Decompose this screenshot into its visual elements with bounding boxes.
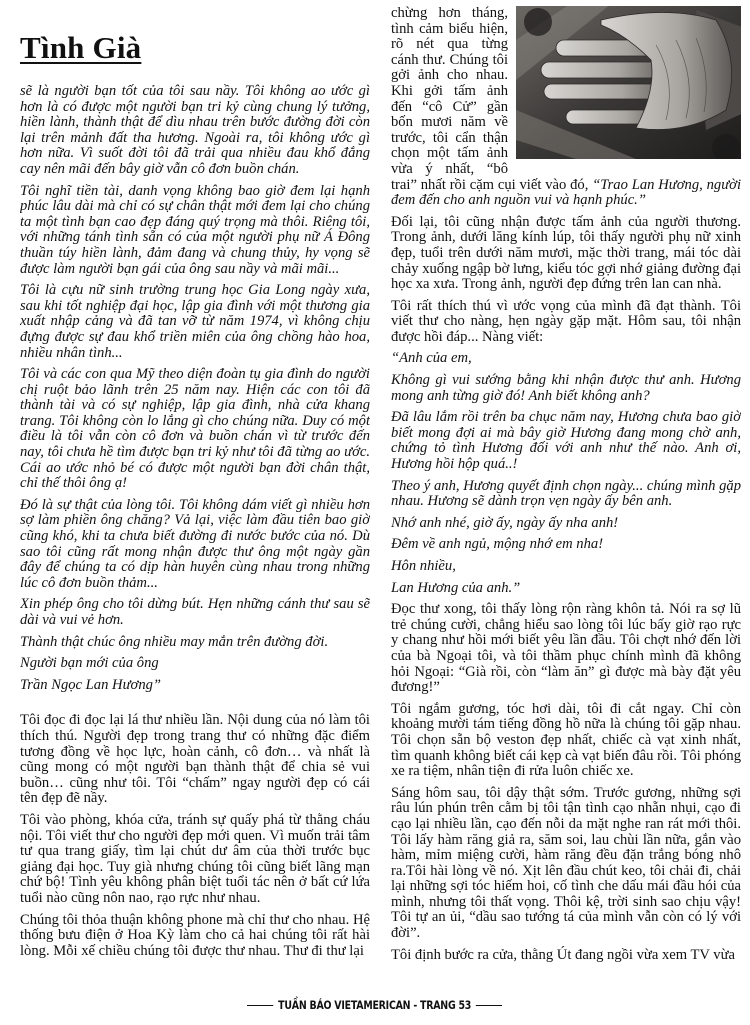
letter-signature: Lan Hương của anh.”	[391, 579, 521, 596]
elderly-hands-image	[516, 6, 741, 159]
page-footer	[0, 996, 750, 1014]
photo-inscription: “Trao Lan Hương, người đem đến cho anh nguồn vui và hạnh phúc.”	[391, 176, 741, 209]
spacer	[20, 699, 370, 713]
paragraph: Nhớ anh nhé, giờ ấy, ngày ấy nha anh!	[391, 514, 619, 531]
footer-rule-right	[476, 1005, 502, 1007]
paragraph-text: chừng hơn tháng, tình cảm biểu hiện, rõ nét qua từng cánh thư. Chúng tôi gởi ảnh cho nhau. Khi gởi tấm ảnh đến “cô Cử” gần bốn mươi năm về trước, tôi cẩn thận chọn một tấm ảnh vừa ý nhất, “bô trai” nhất rồi cặm cụi viết vào đó,	[391, 6, 593, 193]
letter-greeting: “Anh của em,	[391, 350, 472, 367]
letter-signature: Trần Ngọc Lan Hương”	[20, 676, 162, 693]
paragraph: Không gì vui sướng bằng khi nhận được thư anh. Hương mong anh từng giờ đó! Anh biết không anh?	[391, 372, 741, 404]
paragraph: Đọc thư xong, tôi thấy lòng rộn ràng khôn tả. Nói ra sợ lũ trẻ chúng cười, chẳng hiểu sao lòng tôi lúc bấy giờ rạo rực y chang như hồi mới biết yêu lần đầu. Tôi chợt nhớ đến lời của bà Ngoại tôi, và tôi thầm phục chính mình đã không hỏi Ngoại: “Già rồi, còn “làm ăn” gì được mà bày đặt yêu đương!”	[391, 601, 741, 696]
paragraph: sẽ là người bạn tốt của tôi sau nầy. Tôi không ao ước gì hơn là có được một người bạn tri kỷ cùng chung lý tưởng, hiền lành, thành thật để dìu nhau trên bước đường đời còn lại trên mảnh đất tha hương. Ngoài ra, tôi không ước gì hơn nữa. Vì suốt đời tôi đã trải qua nhiều đau khổ đắng cay nên mãi đến bây giờ vẫn cô đơn buồn chán.	[20, 84, 370, 177]
paragraph: Tôi nghĩ tiền tài, danh vọng không bao giờ đem lại hạnh phúc lâu dài mà chỉ có sự chân thật mới đem lại cho chúng ta một tình bạn cao đẹp đáng quý trọng mà thôi. Riêng tôi, với những tánh tình sẵn có của một người phụ nữ Á Đông thuần túy hiền lành, đảm đang và chung thủy, hy vọng sẽ được làm người bạn gái của ông sau nầy và mãi mãi...	[20, 182, 370, 277]
paragraph: Chúng tôi thỏa thuận không phone mà chỉ thư cho nhau. Hệ thống bưu điện ở Hoa Kỳ làm cho cả hai chúng tôi rất hài lòng. Mỗi xế chiều chúng tôi được thư nhau. Thư đi thư lại	[20, 911, 370, 959]
footer-text: TUẦN BÁO VIETAMERICAN - TRANG 53	[278, 998, 472, 1012]
paragraph: Tôi và các con qua Mỹ theo diện đoàn tụ gia đình do người chị ruột bảo lãnh trên 25 năm nay. Hiện các con tôi đã thành tài và có sự nghiệp, lập gia đình, nhà cửa khang trang. Tôi không còn lo lắng gì cho chúng nữa. Duy có một điều là tôi vẫn còn cô đơn và buồn chán vì từ trước đến nay, tôi chưa hề tìm được bạn tri kỷ như tôi đã từng ao ước. Cái ao ước nhỏ bé có được một người bạn đời chân thật, chỉ thế thôi ông ạ!	[20, 366, 370, 492]
footer-line	[242, 996, 507, 1014]
letter-closing: Hôn nhiều,	[391, 558, 456, 574]
paragraph: Tôi ngắm gương, tóc hơi dài, tôi đi cắt ngay. Chỉ còn khoảng mười tám tiếng đồng hồ nữa là chúng tôi gặp nhau. Tôi chọn sẵn bộ veston đẹp nhất, chiếc cà vạt xinh nhất, tìm quanh không biết cái kẹp cà vạt biến đâu rồi. Tôi phóng xe ra tiệm, nhân tiện đi rửa luôn chiếc xe.	[391, 700, 741, 780]
paragraph: Tôi là cựu nữ sinh trường trung học Gia Long ngày xưa, sau khi tốt nghiệp đại học, lập gia đình với một thương gia xuất nhập cảng và đã tan vỡ từ năm 1974, vì không chịu đựng được sự đau khổ triền miên của ông chồng hào hoa, nhiều nhân tình...	[20, 282, 370, 361]
paragraph: Đã lâu lắm rồi trên ba chục năm nay, Hương chưa bao giờ biết mong đợi ai mà bây giờ Hương đang mong chờ anh, chứng tỏ tình Hương đối với anh như thế nào. Anh ơi, Hương hồi hộp quá..!	[391, 409, 741, 473]
footer-rule-left	[247, 1005, 273, 1007]
paragraph: Tôi rất thích thú vì ước vọng của mình đã đạt thành. Tôi viết thư cho nàng, hẹn ngày gặp mặt. Hôm sau, tôi nhận được hồi đáp... Nàng viết:	[391, 297, 741, 345]
paragraph: Thành thật chúc ông nhiều may mắn trên đường đời.	[20, 633, 329, 650]
paragraph: Sáng hôm sau, tôi dậy thật sớm. Trước gương, những sợi râu lún phún trên cằm bị tôi tận tình cạo nhẵn nhụi, cạo đi cạo lại nhiều lần, cạo đến nỗi da mặt nghe ran rát mới thôi. Tôi lấy hàm răng giả ra, săm soi, lau chùi lần nữa, gắn vào hàm, mỉm miệng cười, hàm răng đều đặn trắng bóng nhô ra.Tôi hài lòng về nó. Xịt lên đầu chút keo, tôi chải đi, chải lại những sợi tóc hiếm hoi, cố tình che dấu mái đầu hói của mình, nhưng tôi thất vọng. Thôi kệ, trời sinh sao chịu vậy! Tôi tự an ủi, “dầu sao tướng tá của mình vẫn còn có lý với đời”.	[391, 784, 741, 942]
paragraph: Đối lại, tôi cũng nhận được tấm ảnh của người thương. Trong ảnh, dưới lăng kính lúp, tôi thấy người phụ nữ xinh đẹp, tuổi trên dưới năm mươi, mặc thời trang, mái tóc dài chảy xuống ngập bờ lưng, kiểu tóc gợi nhớ giảng đường đại học xa xưa. Trong ảnh, người đẹp đứng trên lan can nhà.	[391, 213, 741, 293]
paragraph: Tôi đọc đi đọc lại lá thư nhiều lần. Nội dung của nó làm tôi thích thú. Người đẹp trong trang thư có những đặc điểm tương đồng về học lực, hoàn cảnh, cô đơn… và nhất là cũng mong có một người bạn thành thật để chia sẻ vui buồn… cũng như tôi. Tôi “chấm” ngay người đẹp có cái tên đẹp đẽ nầy.	[20, 712, 370, 807]
article-title: Tình Già	[20, 30, 142, 65]
paragraph: Đêm về anh ngủ, mộng nhớ em nha!	[391, 536, 604, 553]
paragraph: Tôi vào phòng, khóa cửa, tránh sự quấy phá từ thằng cháu nội. Tôi viết thư cho người đẹp mới quen. Vì muốn trải tâm tư qua trang giấy, tìm lại chút dư âm của thời trước bục giảng đại học. Tuy già nhưng chúng tôi cũng biết lãng mạn chứ bộ! Tình yêu không phân biệt tuổi tác nên ở bất cứ lứa tuổi nào cũng nôn nao, rạo rực như nhau.	[20, 811, 370, 906]
hands-photo	[516, 6, 741, 159]
paragraph: Tôi định bước ra cửa, thằng Út đang ngồi vừa xem TV vừa	[391, 946, 735, 963]
paragraph: Xin phép ông cho tôi dừng bút. Hẹn những cánh thư sau sẽ dài và vui vẻ hơn.	[20, 596, 370, 628]
left-column	[20, 84, 370, 984]
paragraph: Theo ý anh, Hương quyết định chọn ngày... chúng mình gặp nhau. Hương sẽ dành trọn vẹn ngày ấy bên anh.	[391, 477, 741, 510]
right-column	[391, 6, 741, 984]
paragraph: Đó là sự thật của lòng tôi. Tôi không dám viết gì nhiều hơn sợ làm phiền ông chăng? Vả lại, việc làm đầu tiên bao giờ cũng khó, khi ta chưa biết đường đi nước bước của nó. Dù sao tôi cũng rất mong nhận được thư ông một ngày gần đây để chúng ta có dịp hàn huyên cùng nhau trong những lúc cô đơn buồn thảm...	[20, 496, 370, 591]
paragraph: Người bạn mới của ông	[20, 655, 159, 672]
